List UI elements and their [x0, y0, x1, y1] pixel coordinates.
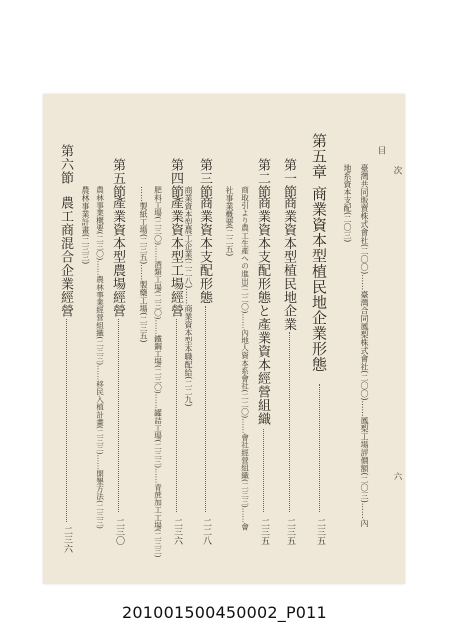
- sub-entry-line: 地系資本支配(二〇三): [343, 164, 352, 243]
- section-label: 第二節: [255, 158, 270, 199]
- leader-dots: [176, 319, 177, 512]
- page-ref: 二三六: [62, 526, 72, 553]
- leader-dots: [205, 306, 206, 512]
- page-ref: 二三〇: [114, 518, 124, 545]
- sub-entry-line: 臺灣共同販賣株式會社(二〇〇)……臺灣合同鳳梨株式會社(二〇〇)……鳳梨工場評價額(二〇三)……內: [360, 164, 369, 527]
- chapter-label: 第五章: [310, 133, 328, 180]
- leader-dots: [118, 319, 119, 512]
- section-label: 第四節: [168, 158, 183, 199]
- section-label: 第六節: [58, 144, 73, 185]
- page-number: 六: [392, 472, 402, 481]
- section-title: 產業資本型工場經營: [168, 196, 183, 318]
- sub-entry-line: 商取引より農工生產への進出(二二〇)……內地人資本系會社(二二〇)……會社經營組織(二三三)……會: [240, 186, 250, 531]
- page-ref: 二三五: [259, 518, 269, 545]
- page-marker-right: 次: [392, 166, 402, 175]
- image-caption: 201001500450002_P011: [122, 603, 327, 622]
- page-marker-left: 目: [376, 146, 386, 155]
- section-title: 商業資本型植民地企業: [281, 196, 296, 331]
- section-label: 第一節: [281, 158, 296, 199]
- section-label: 第三節: [197, 158, 212, 199]
- leader-dots: [263, 429, 264, 512]
- page-ref: 二三六: [172, 518, 182, 545]
- sub-entry-line: ……製紙工場(二三五)……製藥工場(二三五): [139, 186, 148, 343]
- section-title: 商業資本支配形態と產業資本經營組織: [255, 196, 270, 426]
- leader-dots: [289, 332, 290, 512]
- sub-entry-line: 農林事業計畫(二三三): [81, 186, 90, 265]
- section-label: 第五節: [110, 158, 125, 199]
- sub-entry-line: 農林事業概要(二三〇)……農林事業經營組織(二三三)……移民入植計畫(二三三)……開墾方法(二三三): [95, 186, 105, 529]
- section-title: 產業資本型農場經營: [110, 196, 125, 318]
- page-ref: 二三五: [285, 518, 295, 545]
- page-ref: 二三五: [315, 518, 325, 545]
- chapter-title: 商業資本型植民地企業形態: [310, 186, 328, 372]
- sub-entry-line: 社事業概要(二二五): [225, 186, 234, 257]
- page-ref: 二二八: [201, 518, 211, 545]
- section-title: 農工商混合企業經營: [58, 196, 73, 318]
- book-page: [43, 94, 405, 584]
- section-title: 商業資本支配形態: [197, 196, 212, 304]
- leader-dots: [66, 319, 67, 522]
- sub-entry-line: 商業資本型農工企業(二二八)……商業資本型本職配給(二二九): [184, 186, 193, 407]
- sub-entry-line: 肥料工場(二三〇)……酒類工場(二三〇)……鐵鋼工場(二三〇)……罐詰工場(二三三)……青蔗加工工場(二三三): [153, 186, 163, 558]
- leader-dots: [319, 384, 320, 512]
